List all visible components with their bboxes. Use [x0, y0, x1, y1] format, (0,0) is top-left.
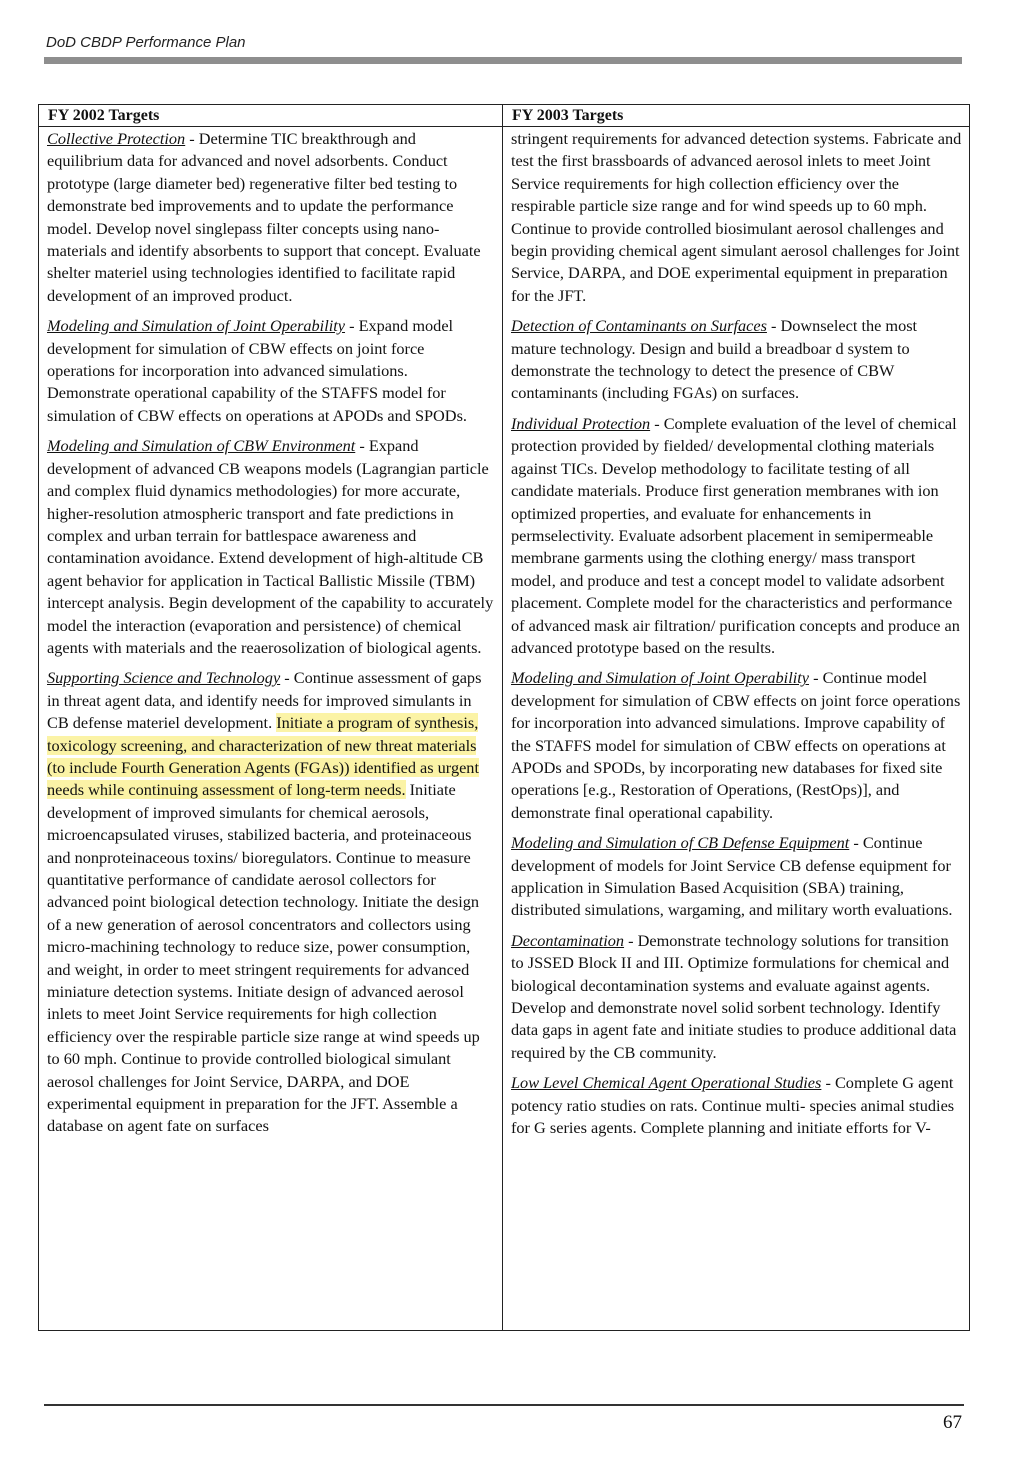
target-text: Continue model development for simulation of CBW effects on joint force operations for incorporation into advanced simulations. Improve capability of the STAFFS model for simulation of CBW effects on operations at APODs and SPODs, by incorporating new databases for fixed site operations [e.g., Restoration of Operations, (RestOps)], and demonstrate final operational capability. [511, 668, 961, 822]
continued-paragraph: stringent requirements for advanced detection systems. Fabricate and test the first brassboards of advanced aerosol inlets to meet Joint Service requirements for high collection efficiency over the respirable particle size range and for wind speeds up to 60 mph. Continue to provide controlled biosimulant aerosol challenges and begin providing chemical agent simulant aerosol challenges for Joint Service, DARPA, and DOE experimental equipment in preparation for the JFT. [511, 129, 962, 305]
highlighted-text: Initiate a program of synthesis, toxicology screening, and characterization of new threat materials (to include Fourth Generation Agents (FGAs)) identified as urgent needs while continuing assessment of long-term needs. [47, 713, 479, 800]
topic-heading: Modeling and Simulation of Joint Operability [47, 316, 346, 336]
topic-heading: Decontamination [511, 930, 625, 950]
target-text: Determine TIC breakthrough and equilibrium data for advanced and novel adsorbents. Conduct prototype (large diameter bed) regenerative filter bed testing to demonstrate bed improvements and to update the performance model. Develop novel singlepass filter concepts using nano-materials and identify absorbents to support that concept. Evaluate shelter materiel using technologies identified to facilitate rapid development of an improved product. [47, 129, 481, 305]
table-row [39, 127, 970, 1331]
running-header-title: DoD CBDP Performance Plan [46, 34, 246, 51]
target-paragraph: Supporting Science and Technology - Continue assessment of gaps in threat agent data, and identify needs for improved simulants in CB defense materiel development. Initiate a program of synthesis, toxicology screening, and characterization of new threat materials (to include Fourth Generation Agents (FGAs)) identified as urgent needs while continuing assessment of long-term needs. Initiate development of improved simulants for chemical aerosols, microencapsulated viruses, stabilized bacteria, and proteinaceous and nonproteinaceous toxins/ bioregulators. Continue to measure quantitative performance of candidate aerosol collectors for advanced point biological detection technology. Initiate the design of a new generation of aerosol concentrators and collectors using micro-machining technology to reduce size, power consumption, and weight, in order to meet stringent requirements for advanced miniature detection systems. Initiate design of advanced aerosol inlets to meet Joint Service requirements for high collection efficiency over the respirable particle size range at wind speeds up to 60 mph. Continue to provide controlled biological simulant aerosol challenges for Joint Service, DARPA, and DOE experimental equipment in preparation for the JFT. Assemble a database on agent fate on surfaces [47, 668, 482, 1136]
target-text: Initiate development of improved simulants for chemical aerosols, microencapsulated viruses, stabilized bacteria, and proteinaceous and nonproteinaceous toxins/ bioregulators. Continue to measure quantitative performance of candidate aerosol collectors for advanced point biological detection technology. Initiate the design of a new generation of aerosol concentrators and collectors using micro-machining technology to reduce size, power consumption, and weight, in order to meet stringent requirements for advanced miniature detection systems. Initiate design of advanced aerosol inlets to meet Joint Service requirements for high collection efficiency over the respirable particle size range at wind speeds up to 60 mph. Continue to provide controlled biological simulant aerosol challenges for Joint Service, DARPA, and DOE experimental equipment in preparation for the JFT. Assemble a database on agent fate on surfaces [47, 780, 480, 1136]
target-paragraph: Individual Protection - Complete evaluation of the level of chemical protection provided by fielded/ developmental clothing materials against TICs. Develop methodology to facilitate testing of all candidate materials. Produce first generation membranes with ion optimized properties, and evaluate for enhancements in permselectivity. Evaluate adsorbent placement in semipermeable membrane garments using the clothing energy/ mass transport model, and produce and test a concept model to validate adsorbent placement. Complete model for the characteristics and performance of advanced mask air filtration/ purification concepts and produce an advanced prototype based on the results. [511, 413, 960, 657]
table-header-row [39, 105, 970, 127]
target-text: Expand development of advanced CB weapons models (Lagrangian particle and complex fluid dynamics methodologies) for more accurate, higher-resolution atmospheric transport and fate predictions in complex and urban terrain for battlespace awareness and contamination avoidance. Extend development of high-altitude CB agent behavior for application in Tactical Ballistic Missile (TBM) intercept analysis. Begin development of the capability to accurately model the interaction (evaporation and persistence) of chemical agents with materials and the reaerosolization of biological agents. [47, 436, 494, 657]
topic-heading: Modeling and Simulation of CBW Environment [47, 436, 356, 456]
page-number: 67 [943, 1412, 962, 1433]
fy2002-cell [39, 127, 503, 1331]
topic-heading: Modeling and Simulation of CB Defense Equipment [511, 833, 850, 853]
target-paragraph: Modeling and Simulation of CB Defense Equipment - Continue development of models for Joint Service CB defense equipment for application in Simulation Based Acquisition (SBA) training, distributed simulations, wargaming, and military worth evaluations. [511, 833, 953, 920]
footer-rule [44, 1404, 964, 1406]
topic-heading: Individual Protection [511, 413, 651, 433]
fy2003-cell [503, 127, 970, 1331]
target-paragraph: Collective Protection - Determine TIC breakthrough and equilibrium data for advanced and novel adsorbents. Conduct prototype (large diameter bed) regenerative filter bed testing to demonstrate bed improvements and to update the performance model. Develop novel singlepass filter concepts using nano-materials and identify absorbents to support that concept. Evaluate shelter materiel using technologies identified to facilitate rapid development of an improved product. [47, 129, 481, 305]
target-text: Complete G agent potency ratio studies on rats. Continue multi- species animal studies for G series agents. Complete planning and initiate efforts for V- [511, 1073, 955, 1138]
target-paragraph: Detection of Contaminants on Surfaces - Downselect the most mature technology. Design and build a breadboar d system to demonstrate the technology to detect the presence of CBW contaminants (including FGAs) on surfaces. [511, 316, 918, 403]
target-paragraph: Low Level Chemical Agent Operational Studies - Complete G agent potency ratio studies on rats. Continue multi- species animal studies for G series agents. Complete planning and initiate efforts for V- [511, 1073, 955, 1138]
target-paragraph: Decontamination - Demonstrate technology solutions for transition to JSSED Block II and III. Optimize formulations for chemical and biological decontamination systems and evaluate against agents. Develop and demonstrate novel solid sorbent technology. Identify data gaps in agent fate and initiate studies to produce additional data required by the CB community. [511, 930, 957, 1062]
target-paragraph: Modeling and Simulation of Joint Operability - Expand model development for simulation of CBW effects on joint force operations for incorporation into advanced simulations. Demonstrate operational capability of the STAFFS model for simulation of CBW effects on operations at APODs and SPODs. [47, 316, 467, 425]
topic-heading: Detection of Contaminants on Surfaces [511, 316, 767, 336]
topic-heading: Collective Protection [47, 129, 186, 148]
target-text: Continue development of models for Joint Service CB defense equipment for application in Simulation Based Acquisition (SBA) training, distributed simulations, wargaming, and military worth evaluations. [511, 833, 953, 920]
target-text: Continue assessment of gaps in threat agent data, and identify needs for improved simulants in CB defense materiel development. [47, 668, 482, 733]
topic-heading: Supporting Science and Technology [47, 668, 281, 688]
column-header-fy2003: FY 2003 Targets [503, 105, 970, 127]
target-text: Downselect the most mature technology. Design and build a breadboar d system to demonstrate the technology to detect the presence of CBW contaminants (including FGAs) on surfaces. [511, 316, 918, 403]
targets-table [38, 104, 970, 1331]
target-paragraph: Modeling and Simulation of CBW Environment - Expand development of advanced CB weapons models (Lagrangian particle and complex fluid dynamics methodologies) for more accurate, higher-resolution atmospheric transport and fate predictions in complex and urban terrain for battlespace awareness and contamination avoidance. Extend development of high-altitude CB agent behavior for application in Tactical Ballistic Missile (TBM) intercept analysis. Begin development of the capability to accurately model the interaction (evaporation and persistence) of chemical agents with materials and the reaerosolization of biological agents. [47, 436, 494, 657]
target-text: Demonstrate technology solutions for transition to JSSED Block II and III. Optimize formulations for chemical and biological decontamination systems and evaluate against agents. Develop and demonstrate novel solid sorbent technology. Identify data gaps in agent fate and initiate studies to produce additional data required by the CB community. [511, 930, 957, 1062]
header-rule [44, 57, 962, 64]
target-text: Complete evaluation of the level of chemical protection provided by fielded/ developmental clothing materials against TICs. Develop methodology to facilitate testing of all candidate materials. Produce first generation membranes with ion optimized properties, and evaluate for enhancements in permselectivity. Evaluate adsorbent placement in semipermeable membrane garments using the clothing energy/ mass transport model, and produce and test a concept model to validate adsorbent placement. Complete model for the characteristics and performance of advanced mask air filtration/ purification concepts and produce an advanced prototype based on the results. [511, 413, 960, 657]
topic-heading: Low Level Chemical Agent Operational Studies [511, 1073, 822, 1093]
target-paragraph: Modeling and Simulation of Joint Operability - Continue model development for simulation of CBW effects on joint force operations for incorporation into advanced simulations. Improve capability of the STAFFS model for simulation of CBW effects on operations at APODs and SPODs, by incorporating new databases for fixed site operations [e.g., Restoration of Operations, (RestOps)], and demonstrate final operational capability. [511, 668, 961, 822]
target-text: Expand model development for simulation of CBW effects on joint force operations for incorporation into advanced simulations. Demonstrate operational capability of the STAFFS model for simulation of CBW effects on operations at APODs and SPODs. [47, 316, 467, 425]
topic-heading: Modeling and Simulation of Joint Operability [511, 668, 810, 688]
column-header-fy2002: FY 2002 Targets [39, 105, 503, 127]
